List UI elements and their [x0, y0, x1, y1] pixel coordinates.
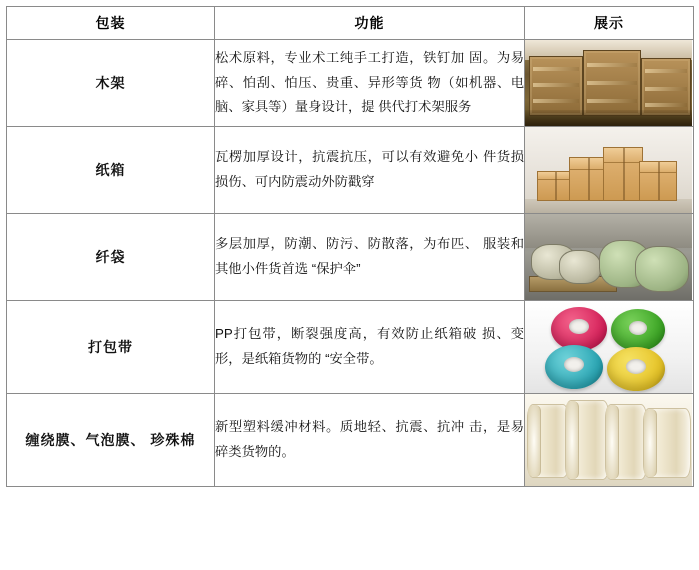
column-header-packaging: 包装 — [7, 7, 215, 40]
carton-box-seam — [555, 172, 557, 200]
roll-core — [564, 357, 584, 372]
carton-box — [603, 147, 643, 201]
crate-shape — [529, 56, 583, 116]
crate-shape — [641, 58, 691, 116]
roll-core — [629, 321, 647, 335]
woven-sack — [559, 250, 601, 284]
strapping-roll-yellow — [607, 347, 665, 391]
demo-image-wrapper — [525, 394, 692, 486]
demo-image-wrapper — [525, 301, 692, 393]
film-roll — [527, 404, 569, 478]
demo-image-wrapper — [525, 214, 692, 300]
demo-image-wrapper — [525, 40, 692, 126]
row-function-strapping-band: PP打包带，断裂强度高，有效防止纸箱破 损、变形，是纸箱货物的 “安全带。 — [215, 301, 525, 394]
crate-shape — [583, 50, 641, 116]
column-header-demo: 展示 — [525, 7, 694, 40]
packaging-table — [6, 6, 694, 487]
photo-floor — [525, 199, 692, 213]
photo-shadow — [525, 110, 692, 126]
row-demo-strapping-band — [525, 301, 694, 394]
row-function-stretch-film: 新型塑料缓冲材料。质地轻、抗震、抗冲 击，是易碎类货物的。 — [215, 394, 525, 487]
crate-slat — [533, 67, 579, 71]
row-demo-stretch-film — [525, 394, 694, 487]
demo-image-wrapper — [525, 127, 692, 213]
crate-slat — [533, 99, 579, 103]
column-header-function: 功能 — [215, 7, 525, 40]
crate-slat — [587, 81, 637, 85]
strapping-roll-cyan — [545, 345, 603, 389]
film-roll — [643, 408, 691, 478]
carton-box-seam — [623, 148, 625, 200]
table-row — [7, 214, 694, 301]
crate-slat — [587, 99, 637, 103]
row-function-woven-bag: 多层加厚，防潮、防污、防散落，为布匹、 服装和其他小件货首选 “保护伞” — [215, 214, 525, 301]
row-function-wood-crate: 松术原料，专业术工纯手工打造，铁钉加 固。为易碎、怕刮、怕压、贵重、异形等货 物（如机器、电脑、家具等）量身设计，提 供代打术架服务 — [215, 40, 525, 127]
crate-slat — [645, 69, 687, 73]
table-row — [7, 127, 694, 214]
crate-slat — [645, 87, 687, 91]
table-row — [7, 394, 694, 487]
film-roll — [605, 404, 647, 480]
carton-box — [537, 171, 573, 201]
table-row — [7, 40, 694, 127]
row-demo-carton — [525, 127, 694, 214]
row-name-woven-bag: 纤袋 — [7, 214, 215, 301]
table-row — [7, 301, 694, 394]
row-function-carton: 瓦楞加厚设计，抗震抗压，可以有效避免小 件货损损伤、可内防震动外防戳穿 — [215, 127, 525, 214]
crate-slat — [533, 83, 579, 87]
wooden-crate-photo — [525, 40, 692, 126]
crate-slat — [645, 103, 687, 107]
carton-box-seam — [588, 158, 590, 200]
crate-slat — [587, 63, 637, 67]
row-name-wood-crate: 木架 — [7, 40, 215, 127]
carton-box — [639, 161, 677, 201]
table-header-row — [7, 7, 694, 40]
roll-core — [626, 359, 646, 374]
woven-sack — [635, 246, 689, 292]
row-demo-woven-bag — [525, 214, 694, 301]
carton-box-seam — [658, 162, 660, 200]
roll-core — [569, 319, 588, 334]
row-name-carton: 纸箱 — [7, 127, 215, 214]
row-demo-wood-crate — [525, 40, 694, 127]
row-name-strapping-band: 打包带 — [7, 301, 215, 394]
film-roll — [565, 400, 609, 480]
carton-box — [569, 157, 607, 201]
woven-bags-photo — [525, 214, 692, 300]
row-name-stretch-film: 缠绕膜、气泡膜、 珍殊棉 — [7, 394, 215, 487]
stretch-film-rolls-photo — [525, 394, 692, 486]
carton-boxes-photo — [525, 127, 692, 213]
strapping-roll-green — [611, 309, 665, 351]
strapping-rolls-photo — [525, 301, 692, 393]
